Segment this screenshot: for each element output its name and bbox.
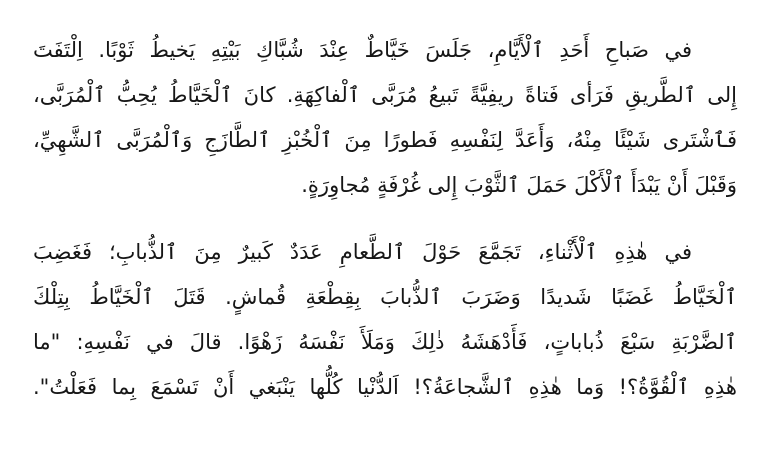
text-line-2: إِلى ٱلطَّريقِ فَرَأى فَتاةً ريفِيَّةً تَبيعُ مُرَبَّى ٱلْفاكِهَةِ. كانَ ٱلْخَيَّاطُ يُحِبُّ ٱلْمُرَبَّى، — [33, 83, 737, 107]
text-line-6: ٱلْخَيَّاطُ غَضَبًا شَديدًا وَضَرَبَ ٱلذُّبابَ بِقِطْعَةِ قُماشٍ. قَتَلَ ٱلْخَيَّاطُ بِتِلْكَ — [33, 285, 737, 309]
paragraph-2 — [33, 230, 737, 410]
text-line-3: فَٱشْتَرى شَيْئًا مِنْهُ، وَأَعَدَّ لِنَفْسِهِ فَطورًا مِنَ ٱلْخُبْزِ ٱلطَّازَجِ وَٱلْمُرَبَّى ٱلشَّهِيِّ، — [33, 128, 737, 152]
text-line-4: وَقَبْلَ أَنْ يَبْدَأَ ٱلْأَكْلَ حَمَلَ ٱلثَّوْبَ إِلى غُرْفَةٍ مُجاوِرَةٍ. — [301, 173, 737, 197]
text-line-7: ٱلضَّرْبَةِ سَبْعَ ذُباباتٍ، فَأَدْهَشَهُ ذٰلِكَ وَمَلَأَ نَفْسَهُ زَهْوًا. قالَ في نَفْسِهِ: "ما — [33, 330, 737, 354]
text-line-1: في صَباحِ أَحَدِ ٱلْأَيَّامِ، جَلَسَ خَيَّاطٌ عِنْدَ شُبَّاكِ بَيْتِهِ يَخيطُ ثَوْبًا. اِلْتَفَتَ — [33, 38, 692, 62]
paragraph-1 — [33, 28, 737, 208]
text-line-5: في هٰذِهِ ٱلْأَثْناءِ، تَجَمَّعَ حَوْلَ ٱلطَّعامِ عَدَدٌ كَبيرٌ مِنَ ٱلذُّبابِ؛ فَغَضِبَ — [33, 240, 692, 264]
text-line-8: هٰذِهِ ٱلْقُوَّةُ؟! وَما هٰذِهِ ٱلشَّجاعَةُ؟! اَلدُّنْيا كُلُّها يَنْبَغي أَنْ تَسْمَعَ بِما فَعَلْتُ". — [33, 375, 737, 399]
